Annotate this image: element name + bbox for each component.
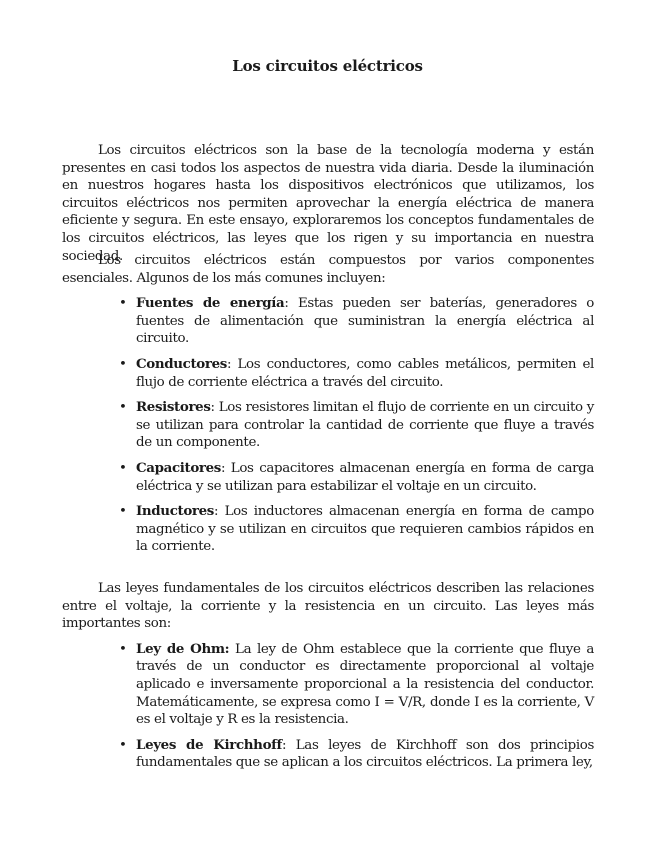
page-title: Los circuitos eléctricos [232, 57, 423, 75]
laws-intro-paragraph: Las leyes fundamentales de los circuitos eléctricos describen las relaciones entre el voltaje, la corriente y la resistencia en un circuito. Las leyes más importantes son: [62, 581, 594, 632]
list-item-term: Ley de Ohm: [136, 640, 230, 657]
list-item-text: : Los inductores almacenan energía en forma de campo magnético y se utilizan en circuitos que requieren cambios rápidos en la corriente. [136, 504, 594, 555]
list-item [136, 356, 594, 391]
list-item-term: Conductores [136, 355, 227, 372]
list-item-term: Fuentes de energía [136, 295, 285, 312]
list-item [136, 295, 594, 348]
list-item [136, 399, 594, 452]
list-item [136, 641, 594, 729]
laws-list [62, 641, 594, 772]
list-item-text: : Los resistores limitan el flujo de corriente en un circuito y se utilizan para controlar la cantidad de corriente que fluye a través de un componente. [136, 400, 594, 451]
list-item-text: La ley de Ohm establece que la corriente que fluye a través de un conductor es directamente proporcional al voltaje aplicado e inversamente proporcional a la resistencia del conductor. Matemáticamente, se expresa como I = V/R, donde I es la corriente, V es el voltaje y R es la resistencia. [136, 641, 594, 728]
list-item-term: Inductores [136, 503, 214, 520]
list-item-term: Resistores [136, 399, 211, 416]
list-item-text: : Los conductores, como cables metálicos, permiten el flujo de corriente eléctrica a través del circuito. [136, 356, 594, 390]
components-intro-paragraph: Los circuitos eléctricos están compuestos por varios componentes esenciales. Algunos de los más comunes incluyen: [62, 253, 594, 286]
list-item [136, 503, 594, 556]
intro-paragraph: Los circuitos eléctricos son la base de la tecnología moderna y están presentes en casi todos los aspectos de nuestra vida diaria. Desde la iluminación en nuestros hogares hasta los dispositivos electrónicos que utilizamos, los circuitos eléctricos nos permiten aprovechar la energía eléctrica de manera eficiente y segura. En este ensayo, exploraremos los conceptos fundamentales de los circuitos eléctricos, las leyes que los rigen y su importancia en nuestra sociedad. [62, 143, 594, 264]
components-section [62, 252, 594, 564]
list-item-term: Leyes de Kirchhoff [136, 736, 282, 753]
laws-section [62, 580, 594, 780]
list-item-term: Capacitores [136, 459, 221, 476]
list-item-text: : Los capacitores almacenan energía en forma de carga eléctrica y se utilizan para estabilizar el voltaje en un circuito. [136, 460, 594, 494]
list-item [136, 460, 594, 495]
intro-section [62, 142, 594, 265]
list-item [136, 737, 594, 772]
list-item-text: : Las leyes de Kirchhoff son dos principios fundamentales que se aplican a los circuitos eléctricos. La primera ley, [136, 737, 594, 771]
components-list [62, 295, 594, 556]
list-item-text: : Estas pueden ser baterías, generadores o fuentes de alimentación que suministran la energía eléctrica al circuito. [136, 296, 595, 347]
